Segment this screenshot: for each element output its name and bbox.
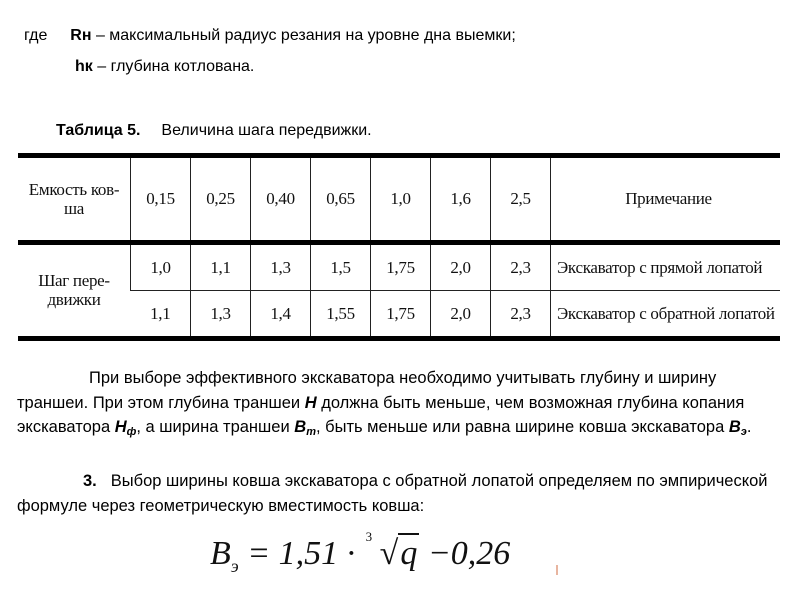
paragraph-text: , быть меньше или равна ширине ковша экскаватора xyxy=(315,418,729,436)
definition-symbol-rn: Rн xyxy=(70,27,92,44)
table-cell: 1,1 xyxy=(131,290,191,338)
root-index: 3 xyxy=(365,529,373,544)
cube-root xyxy=(364,529,420,573)
paragraph-text: , а ширина траншеи xyxy=(136,418,295,436)
row-label: Шаг пере- движки xyxy=(38,271,110,310)
symbol-h-f: H xyxy=(114,418,127,436)
radical-sign-icon: √ xyxy=(379,535,399,572)
formula-tail: −0,26 xyxy=(419,535,511,572)
cursor-mark xyxy=(556,565,558,575)
definition-symbol-hk: hк xyxy=(75,58,93,75)
definition-rn xyxy=(24,27,516,45)
header-note: Примечание xyxy=(551,156,781,243)
header-value: 0,40 xyxy=(251,156,311,243)
symbol-b-e: B xyxy=(728,418,741,436)
header-value: 0,65 xyxy=(311,156,371,243)
header-label: Емкость ков- ша xyxy=(28,179,120,218)
definition-prefix: где xyxy=(24,27,48,44)
step-table xyxy=(18,153,780,341)
header-value: 0,15 xyxy=(131,156,191,243)
header-value: 1,6 xyxy=(431,156,491,243)
table-cell: 1,55 xyxy=(311,290,371,338)
paragraph-text: При выборе эффективного экскаватора необходимо учитывать глубину и ширину траншеи. При этом глубина траншеи xyxy=(17,369,717,412)
table-cell: 1,3 xyxy=(191,290,251,338)
table-caption-title: Величина шага передвижки. xyxy=(161,122,372,139)
paragraph-excavator-selection xyxy=(17,366,777,445)
paragraph-text: Выбор ширины ковша экскаватора с обратной лопатой определяем по эмпирической формуле через геометрическую вместимость ковша: xyxy=(17,472,768,515)
table-note: Экскаватор с прямой лопатой xyxy=(551,242,781,290)
table-note: Экскаватор с обратной лопатой xyxy=(551,290,781,338)
table-row xyxy=(18,290,780,338)
header-value: 0,25 xyxy=(191,156,251,243)
table-cell: 1,0 xyxy=(131,242,191,290)
table-caption-label: Таблица 5. xyxy=(56,122,141,139)
subscript-t: т xyxy=(306,426,316,438)
table-cell: 1,5 xyxy=(311,242,371,290)
table-row xyxy=(18,242,780,290)
table-cell: 2,3 xyxy=(491,290,551,338)
definition-text-rn: – максимальный радиус резания на уровне дна выемки; xyxy=(95,27,516,44)
table-cell: 1,75 xyxy=(371,290,431,338)
symbol-b-t: B xyxy=(294,418,307,436)
header-label-cell xyxy=(18,156,131,243)
table-cell: 1,4 xyxy=(251,290,311,338)
step-number: 3. xyxy=(83,472,97,490)
table-cell: 1,3 xyxy=(251,242,311,290)
table-header-row xyxy=(18,156,780,243)
paragraph-step-3 xyxy=(17,469,777,518)
formula-eq: = 1,51 · xyxy=(238,535,364,572)
symbol-h: H xyxy=(304,393,317,412)
header-value: 1,0 xyxy=(371,156,431,243)
definition-text-hk: – глубина котлована. xyxy=(97,58,255,75)
formula-lhs-sub: э xyxy=(230,556,239,576)
subscript-f: ф xyxy=(126,426,137,438)
paragraph-text: должна быть меньше, чем возможная глубина копания экскаватора xyxy=(17,393,745,436)
table-cell: 2,0 xyxy=(431,242,491,290)
bucket-width-formula xyxy=(210,529,511,577)
table-caption xyxy=(56,122,372,140)
table-cell: 2,3 xyxy=(491,242,551,290)
table-cell: 2,0 xyxy=(431,290,491,338)
formula-lhs: B xyxy=(210,535,231,572)
header-value: 2,5 xyxy=(491,156,551,243)
paragraph-text: . xyxy=(746,418,752,436)
row-label-cell xyxy=(18,242,131,338)
table-cell: 1,75 xyxy=(371,242,431,290)
definition-hk xyxy=(75,58,254,76)
table-cell: 1,1 xyxy=(191,242,251,290)
radicand: q xyxy=(400,535,418,572)
subscript-e: э xyxy=(740,426,747,438)
